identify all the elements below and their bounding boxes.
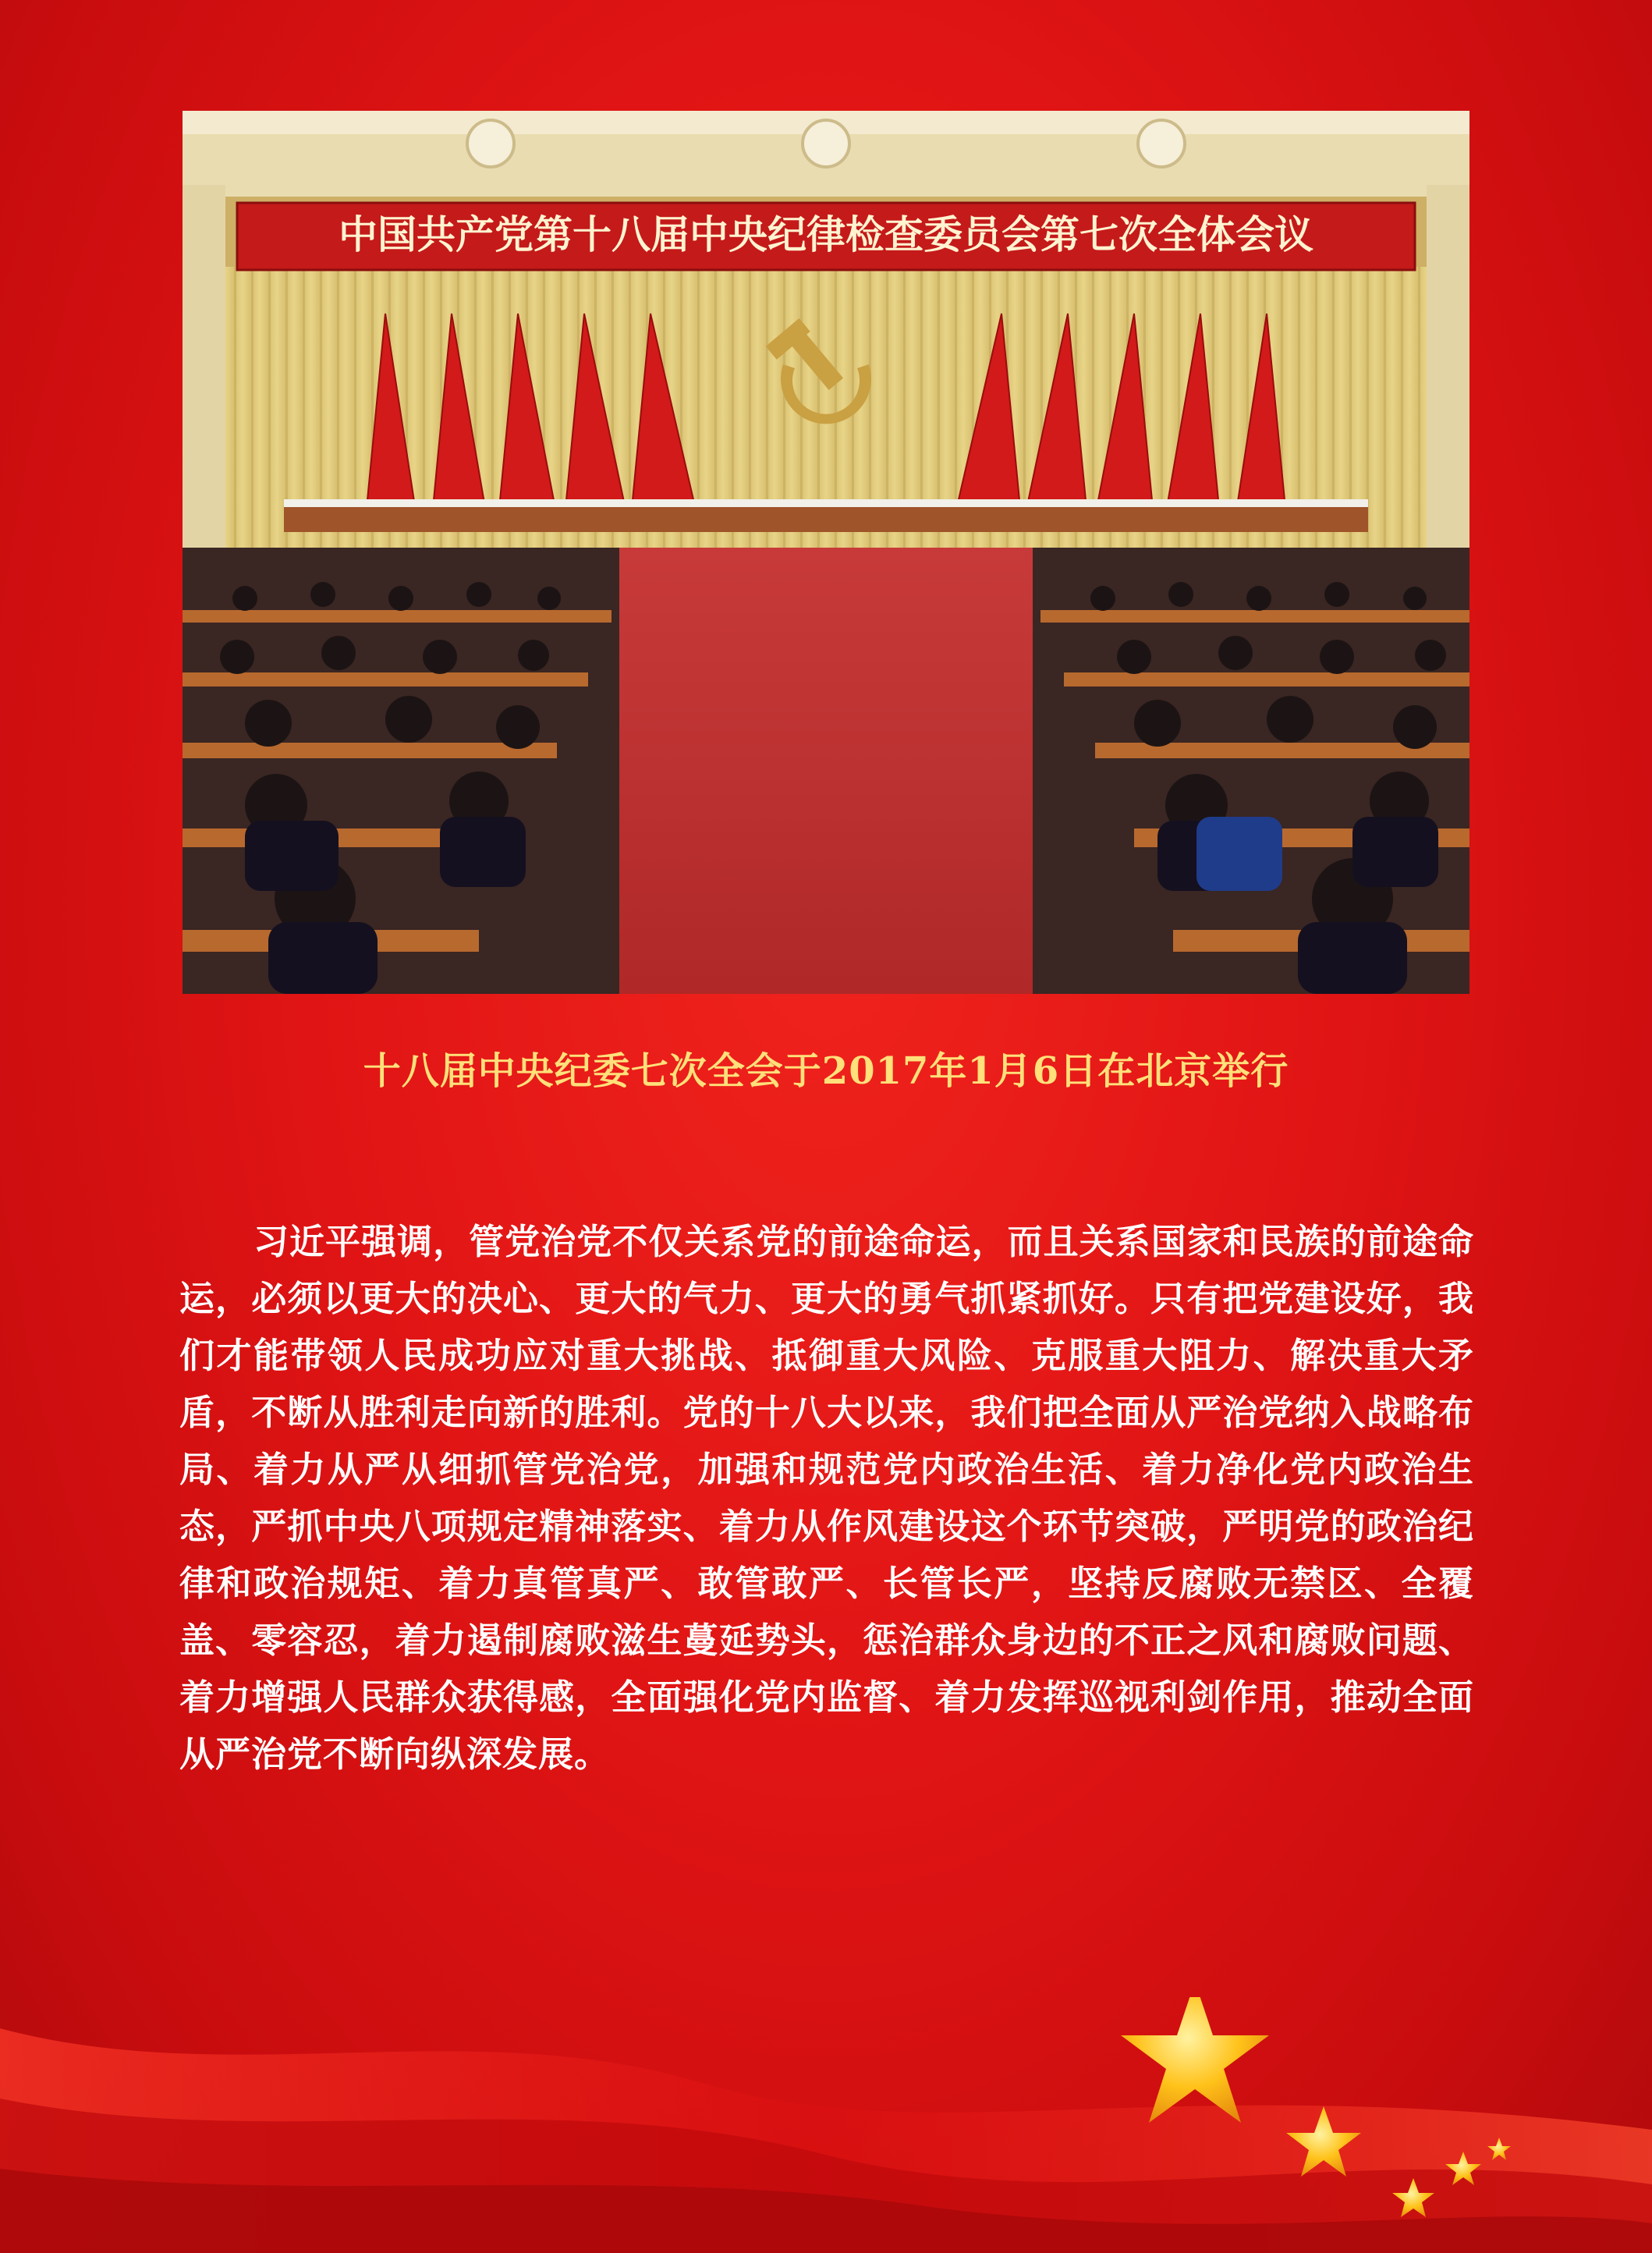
body-paragraph: 习近平强调，管党治党不仅关系党的前途命运，而且关系国家和民族的前途命运，必须以更大的决心、更大的气力、更大的勇气抓紧抓好。只有把党建设好，我们才能带领人民成功应对重大挑战、抵御重大风险、克服重大阻力、解决重大矛盾，不断从胜利走向新的胜利。党的十八大以来，我们把全面从严治党纳入战略布局、着力从严从细抓管党治党，加强和规范党内政治生活、着力净化党内政治生态，严抓中央八项规定精神落实、着力从作风建设这个环节突破，严明党的政治纪律和政治规矩、着力真管真严、敢管敢严、长管长严，坚持反腐败无禁区、全覆盖、零容忍，着力遏制腐败滋生蔓延势头，惩治群众身边的不正之风和腐败问题、着力增强人民群众获得感，全面强化党内监督、着力发挥巡视利剑作用，推动全面从严治党不断向纵深发展。 [179, 1221, 1474, 1775]
banner-text: 中国共产党第十八届中央纪律检查委员会第七次全体会议 [339, 211, 1313, 257]
conference-photo [183, 111, 1469, 994]
bottom-decoration [0, 1997, 1652, 2253]
photo-caption: 十八届中央纪委七次全会于2017年1月6日在北京举行 [363, 1049, 1289, 1093]
conference-hall-illustration [183, 111, 1469, 994]
star-icon [1121, 1997, 1269, 2123]
